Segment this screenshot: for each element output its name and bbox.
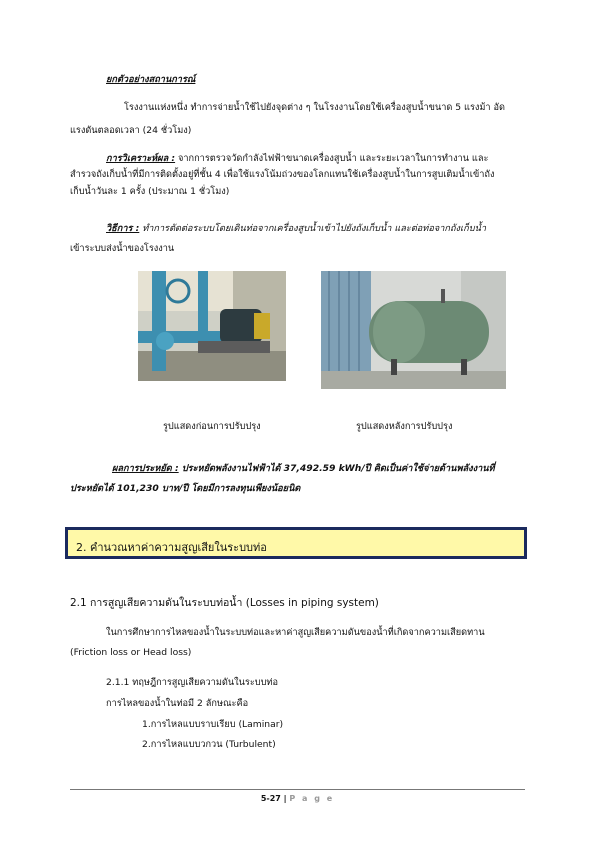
theory-intro: การไหลของน้ำในท่อมี 2 ลักษณะคือ bbox=[106, 698, 249, 709]
analysis-text-1: จากการตรวจวัดกำลังไฟฟ้าขนาดเครื่องสูบน้ำ และระยะเวลาในการทำงาน และ bbox=[175, 153, 489, 164]
pump-illustration bbox=[138, 271, 286, 381]
intro-line-1: โรงงานแห่งหนึ่ง ทำการจ่ายน้ำใช้ไปยังจุดต่าง ๆ ในโรงงานโดยใช้เครื่องสูบน้ำขนาด 5 แรงม้า อัด bbox=[124, 102, 505, 113]
before-improvement-photo bbox=[138, 271, 286, 381]
page-word: P a g e bbox=[289, 794, 335, 803]
intro-line-2: แรงดันตลอดเวลา (24 ชั่วโมง) bbox=[70, 125, 192, 136]
footer-rule bbox=[70, 789, 525, 790]
result-label: ผลการประหยัด : bbox=[112, 463, 179, 474]
body-line-1: ในการศึกษาการไหลของน้ำในระบบท่อและหาค่าสูญเสียความดันของน้ำที่เกิดจากความเสียดทาน bbox=[106, 627, 485, 638]
analysis-label: การวิเคราะห์ผล : bbox=[106, 153, 176, 164]
subsection-title: 2.1 การสูญเสียความดันในระบบท่อน้ำ (Losses in piping system) bbox=[70, 597, 379, 609]
footer-separator: | bbox=[280, 794, 290, 803]
result-line-1 bbox=[112, 462, 495, 475]
method-label: วิธีการ : bbox=[106, 223, 140, 234]
analysis-line-1 bbox=[106, 152, 488, 165]
method-text-1: ทำการตัดต่อระบบโดยเดินท่อจากเครื่องสูบน้ำเข้าไปยังถังเก็บน้ำ และต่อท่อจากถังเก็บน้ำ bbox=[139, 223, 487, 234]
body-line-2: (Friction loss or Head loss) bbox=[70, 647, 192, 658]
water-tank-illustration bbox=[321, 271, 506, 389]
theory-item-turbulent: 2.การไหลแบบวกวน (Turbulent) bbox=[142, 739, 276, 750]
analysis-line-3: เก็บน้ำวันละ 1 ครั้ง (ประมาณ 1 ชั่วโมง) bbox=[70, 186, 230, 197]
result-line-2: ประหยัดได้ 101,230 บาท/ปี โดยมีการลงทุนเพียงน้อยนิด bbox=[70, 483, 301, 494]
theory-heading: 2.1.1 ทฤษฎีการสูญเสียความดันในระบบท่อ bbox=[106, 677, 279, 688]
method-line-2: เข้าระบบส่งน้ำของโรงงาน bbox=[70, 243, 175, 254]
after-caption: รูปแสดงหลังการปรับปรุง bbox=[356, 421, 453, 432]
after-improvement-photo bbox=[321, 271, 506, 389]
example-heading: ยกตัวอย่างสถานการณ์ bbox=[106, 74, 196, 85]
page-number: 5-27 bbox=[260, 794, 281, 803]
theory-item-laminar: 1.การไหลแบบราบเรียบ (Laminar) bbox=[142, 719, 284, 730]
section-title: 2. คำนวณหาค่าความสูญเสียในระบบท่อ bbox=[76, 541, 267, 554]
page-footer bbox=[0, 794, 595, 803]
result-text-1: ประหยัดพลังงานไฟฟ้าได้ 37,492.59 kWh/ปี คิดเป็นค่าใช้จ่ายด้านพลังงานที่ bbox=[178, 463, 495, 474]
section-title-box bbox=[65, 527, 527, 559]
before-caption: รูปแสดงก่อนการปรับปรุง bbox=[163, 421, 261, 432]
analysis-line-2: สำรวจถังเก็บน้ำที่มีการติดตั้งอยู่ที่ชั้น 4 เพื่อใช้แรงโน้มถ่วงของโลกแทนใช้เครื่องสูบน้ำในการสูบเติมน้ำเข้าถัง bbox=[70, 169, 495, 180]
method-line-1 bbox=[106, 222, 486, 235]
